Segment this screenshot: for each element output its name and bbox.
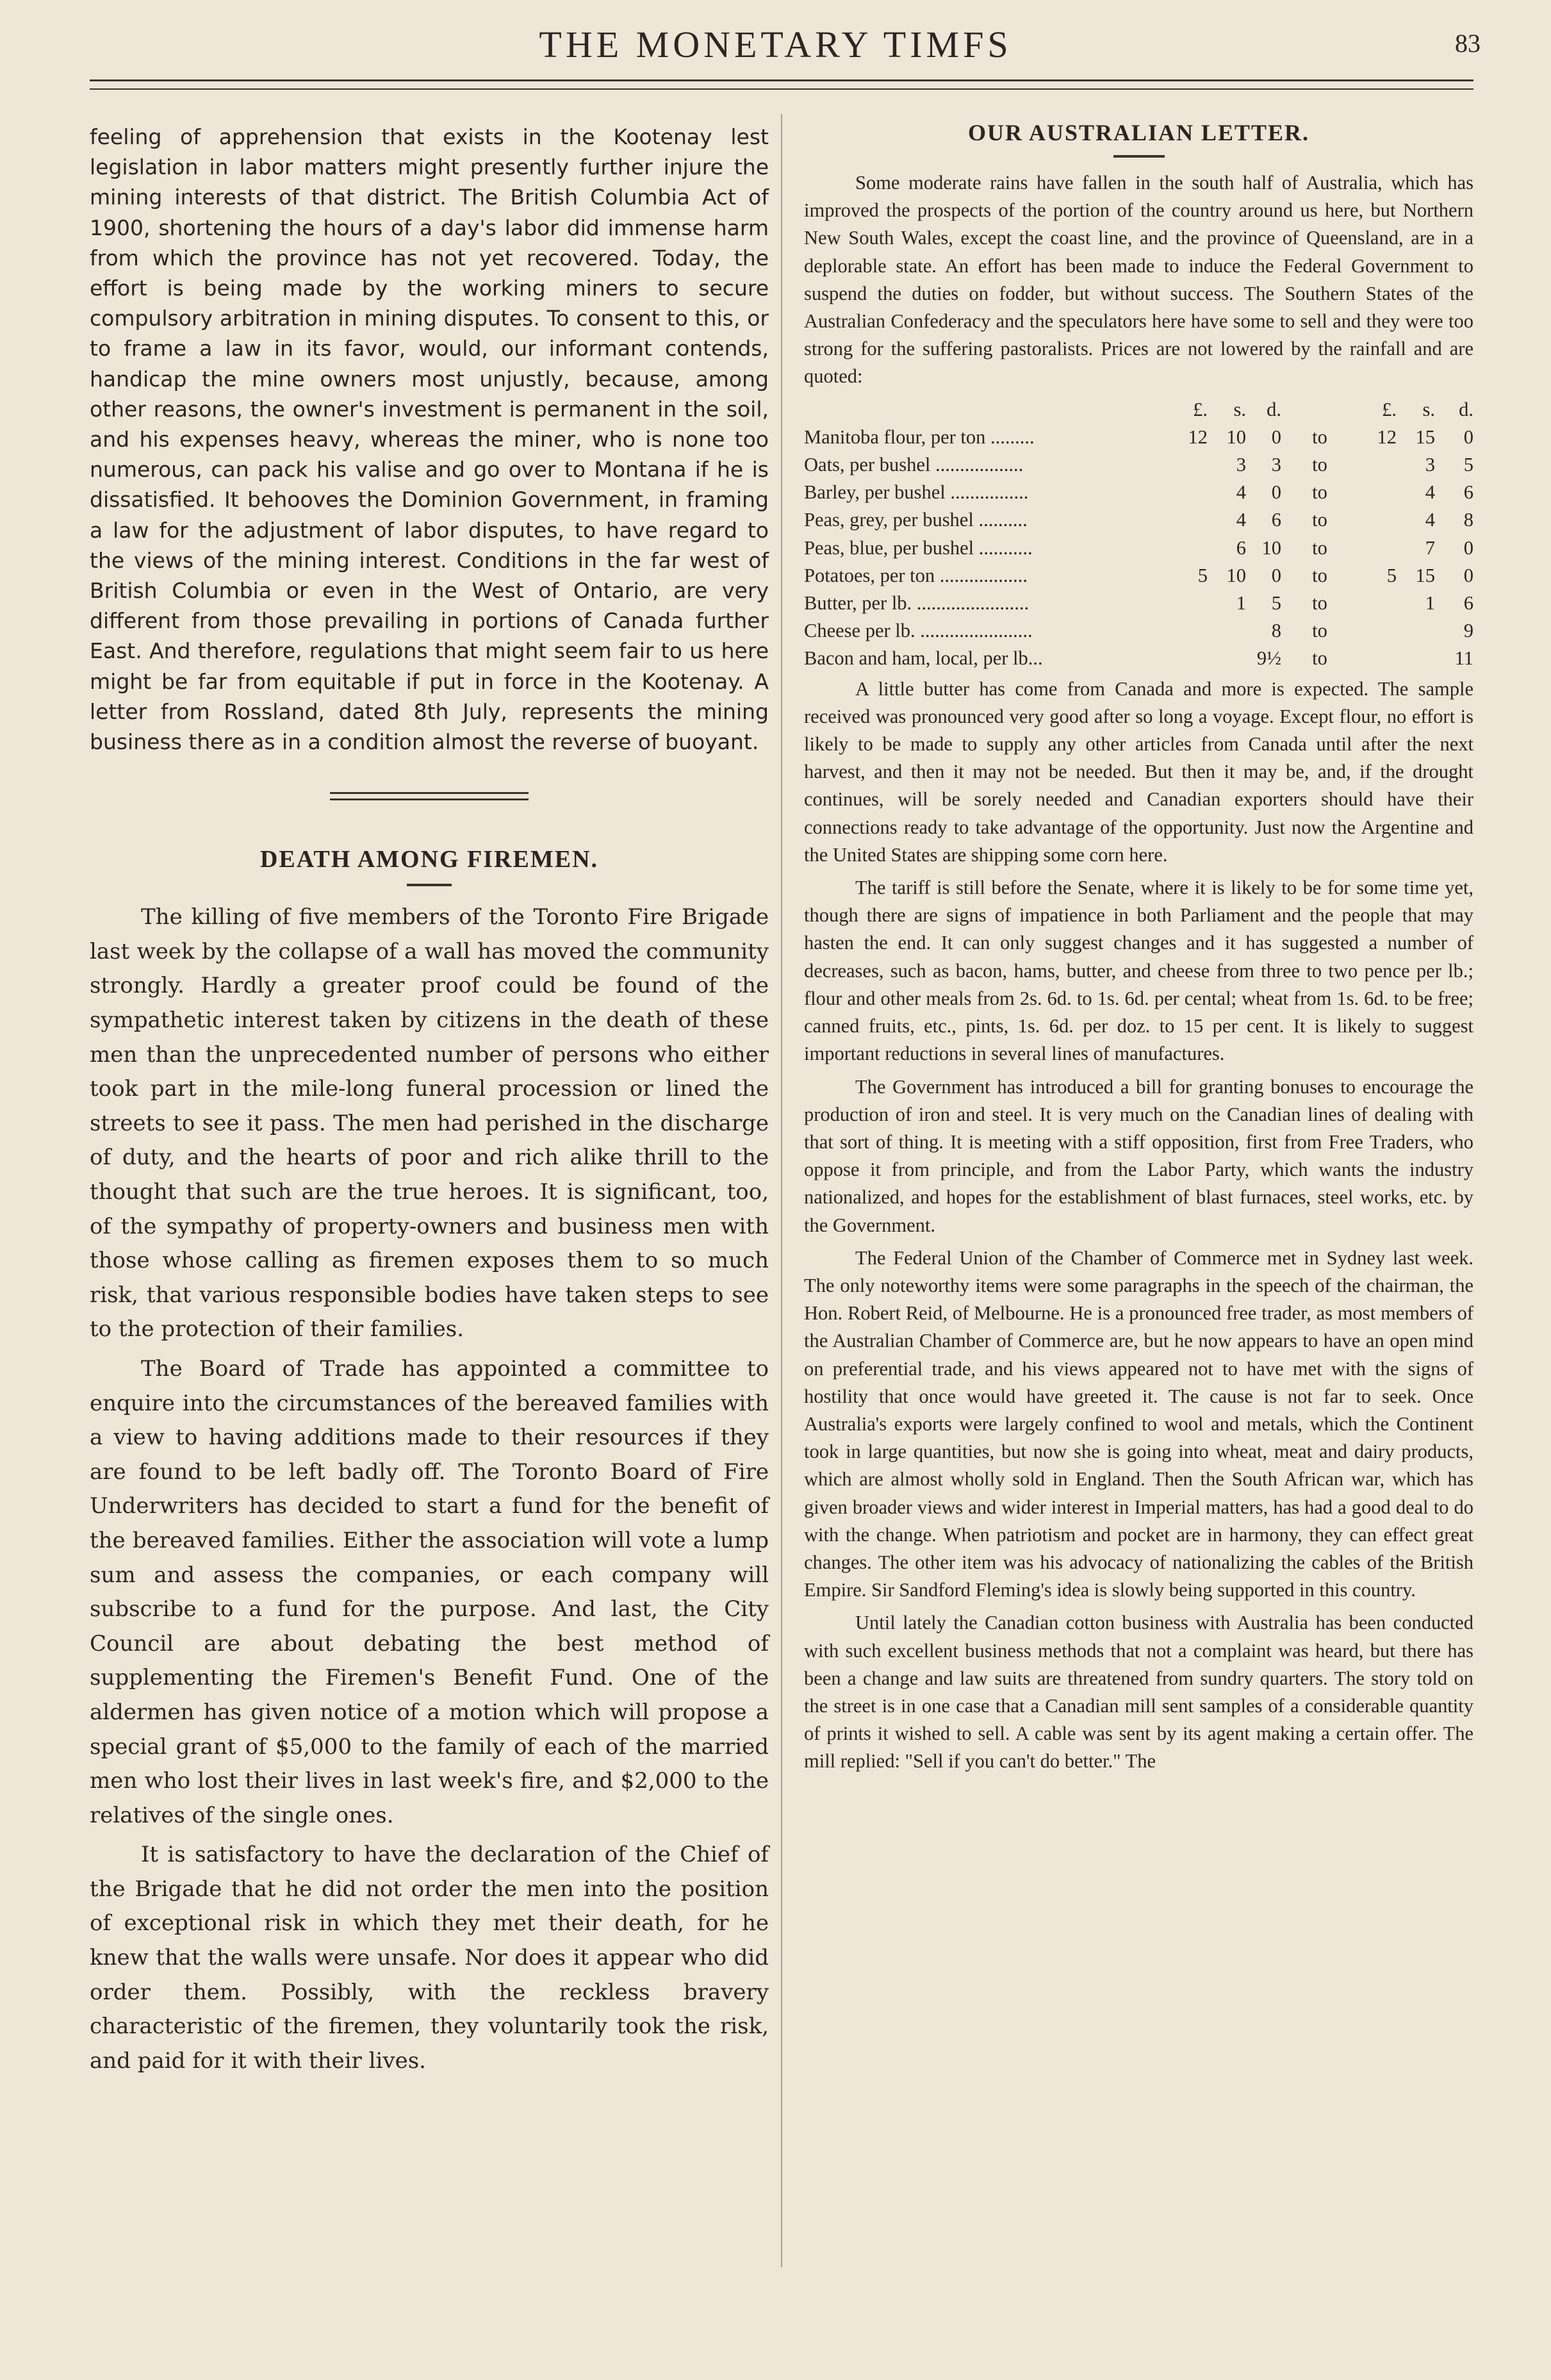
price-value: [1358, 645, 1397, 672]
price-to: to: [1312, 509, 1327, 531]
price-value: [1397, 645, 1435, 672]
price-value: 11: [1454, 647, 1473, 670]
price-value: 8: [1463, 509, 1473, 531]
price-value: 3: [1236, 454, 1246, 476]
price-value: 10: [1226, 564, 1246, 586]
price-item: Oats, per bushel ..................: [804, 454, 1024, 476]
price-value: 6: [1463, 481, 1473, 504]
price-to: to: [1312, 536, 1327, 559]
price-table-header: [804, 396, 1473, 424]
price-value: 4: [1425, 509, 1435, 531]
price-value: [1208, 617, 1246, 645]
header-shillings: s.: [1422, 398, 1435, 420]
price-value: 4: [1236, 509, 1246, 531]
price-value: [1208, 645, 1246, 672]
price-value: 3: [1271, 454, 1281, 476]
price-value: 0: [1463, 564, 1473, 586]
price-value: [1358, 451, 1397, 479]
price-value: 5: [1386, 564, 1397, 586]
price-value: 5: [1197, 564, 1208, 586]
header-rule-bottom: [90, 88, 1473, 90]
price-value: 12: [1377, 426, 1397, 448]
header-pounds: £.: [1193, 398, 1208, 420]
header-rule-top: [90, 79, 1473, 81]
price-item: Bacon and ham, local, per lb...: [804, 647, 1043, 670]
price-value: [1163, 590, 1208, 617]
price-value: 7: [1425, 536, 1435, 559]
price-row: [804, 479, 1473, 506]
left-paragraph-3: The Board of Trade has appointed a committee to enquire into the circumstances of the bereaved families with a view to having additions made to their resources if they are found to be left badly off. The Toronto Board of Fire Underwriters has decided to start a fund for the benefit of the bereaved families. Either the association will vote a lump sum and assess the companies, or each company will subscribe to a fund for the purpose. And last, the City Council are about debating the best method of supplementing the Firemen's Benefit Fund. One of the aldermen has given notice of a motion which will propose a special grant of $5,000 to the family of each of the married men who lost their lives in last week's fire, and $2,000 to the relatives of the single ones.: [90, 1355, 769, 1828]
price-value: 9: [1463, 620, 1473, 642]
price-value: 4: [1425, 481, 1435, 504]
right-paragraph-4: The Government has introduced a bill for granting bonuses to encourage the production of iron and steel. It is very much on the Canadian lines of dealing with that sort of thing. It is meeting with a stiff opposition, first from Free Traders, who oppose it from principle, and from the Labor Party, which wants the industry nationalized, and hopes for the establishment of blast furnaces, steel works, etc. by the Government.: [804, 1075, 1473, 1236]
price-value: 0: [1463, 536, 1473, 559]
price-row: [804, 617, 1473, 645]
header-pence: d.: [1267, 398, 1281, 420]
price-to: to: [1312, 564, 1327, 586]
price-value: 5: [1463, 454, 1473, 476]
price-value: 10: [1226, 426, 1246, 448]
price-to: to: [1312, 647, 1327, 670]
price-item: Peas, blue, per bushel ...........: [804, 536, 1033, 559]
header-pounds: £.: [1382, 398, 1397, 420]
price-value: 1: [1236, 592, 1246, 615]
price-item: Manitoba flour, per ton .........: [804, 426, 1035, 448]
price-to: to: [1312, 481, 1327, 504]
price-value: 1: [1425, 592, 1435, 615]
header-pence: d.: [1459, 398, 1473, 420]
price-value: [1163, 617, 1208, 645]
price-to: to: [1312, 592, 1327, 615]
price-value: 0: [1463, 426, 1473, 448]
price-value: 9½: [1256, 647, 1281, 670]
price-value: [1358, 590, 1397, 617]
price-item: Peas, grey, per bushel ..........: [804, 509, 1028, 531]
price-row: [804, 506, 1473, 534]
price-value: 15: [1415, 564, 1435, 586]
right-paragraph-1: Some moderate rains have fallen in the south half of Australia, which has improved the prospects of the portion of the country around us here, but Northern New South Wales, except the coast line, and the province of Queensland, are in a deplorable state. An effort has been made to induce the Federal Government to suspend the duties on fodder, but without success. The Southern States of the Australian Confederacy and the speculators here have some to sell and they were too strong for the suffering pastoralists. Prices are not lowered by the rainfall and are quoted:: [804, 172, 1473, 388]
heading-dash: [407, 884, 452, 886]
price-value: [1163, 451, 1208, 479]
price-value: [1358, 479, 1397, 506]
article-heading-firemen: DEATH AMONG FIREMEN.: [259, 846, 599, 873]
page-number: 83: [1455, 29, 1481, 58]
article-heading-australian-letter: OUR AUSTRALIAN LETTER.: [967, 120, 1310, 145]
price-value: [1163, 479, 1208, 506]
left-paragraph-4: It is satisfactory to have the declaration of the Chief of the Brigade that he did not order the men into the position of exceptional risk in which they met their death, for he knew that the walls were unsafe. Nor does it appear who did order them. Possibly, with the reckless bravery characteristic of the firemen, they voluntarily took the risk, and paid for it with their lives.: [90, 1842, 769, 2074]
price-value: 0: [1271, 426, 1281, 448]
price-value: [1163, 645, 1208, 672]
price-value: [1358, 617, 1397, 645]
price-row: [804, 534, 1473, 562]
right-column: [804, 114, 1473, 1781]
price-value: 6: [1236, 536, 1246, 559]
price-value: 6: [1271, 509, 1281, 531]
price-value: [1163, 506, 1208, 534]
price-value: [1397, 617, 1435, 645]
column-divider: [781, 114, 782, 2267]
price-item: Barley, per bushel ................: [804, 481, 1029, 504]
price-to: to: [1312, 620, 1327, 642]
price-row: [804, 424, 1473, 451]
right-paragraph-3: The tariff is still before the Senate, where it is likely to be for some time yet, though there are signs of impatience in both Parliament and the people that may hasten the end. It can only suggest changes and it has suggested a number of decreases, such as bacon, hams, butter, and cheese from three to two pence per lb.; flour and other meals from 2s. 6d. to 1s. 6d. per cental; wheat from 1s. 6d. to be free; canned fruits, etc., pints, 1s. 6d. per doz. to 15 per cent. It is likely to suggest important reductions in several lines of manufactures.: [804, 877, 1473, 1065]
price-value: 15: [1415, 426, 1435, 448]
price-value: 8: [1271, 620, 1281, 642]
price-value: 5: [1271, 592, 1281, 615]
left-column: [90, 122, 769, 2083]
price-value: 10: [1261, 536, 1281, 559]
section-divider: [330, 792, 529, 800]
price-value: 3: [1425, 454, 1435, 476]
price-row: [804, 590, 1473, 617]
right-paragraph-6: Until lately the Canadian cotton business with Australia has been conducted with such excellent business methods that not a complaint was heard, but there has been a change and law suits are threatened from sundry quarters. The story told on the street is in one case that a Canadian mill sent samples of a considerable quantity of prints it wished to sell. A cable was sent by its agent making a certain offer. The mill replied: "Sell if you can't do better." The: [804, 1612, 1473, 1773]
price-value: [1163, 534, 1208, 562]
left-paragraph-2: The killing of five members of the Toronto Fire Brigade last week by the collapse of a wall has moved the community strongly. Hardly a greater proof could be found of the sympathetic interest taken by citizens in the death of these men than the unprecedented number of persons who either took part in the mile-long funeral procession or lined the streets to see it pass. The men had perished in the discharge of duty, and the hearts of poor and rich alike thrill to the thought that such are the true heroes. It is significant, too, of the sympathy of property-owners and business men with those whose calling as firemen exposes them to so much risk, that various responsible bodies have taken steps to see to the protection of their families.: [90, 904, 769, 1343]
price-row: [804, 645, 1473, 672]
price-item: Cheese per lb. .......................: [804, 620, 1033, 642]
price-value: 4: [1236, 481, 1246, 504]
price-item: Potatoes, per ton ..................: [804, 564, 1028, 586]
price-row: [804, 562, 1473, 590]
price-value: 6: [1463, 592, 1473, 615]
right-paragraph-5: The Federal Union of the Chamber of Commerce met in Sydney last week. The only noteworthy items were some paragraphs in the speech of the chairman, the Hon. Robert Reid, of Melbourne. He is a pronounced free trader, as most members of the Australian Chamber of Commerce are, but he now appears to have an open mind on preferential trade, and his views appeared not to have met with the signs of hostility that once would have greeted it. The cause is not far to seek. Once Australia's exports were largely confined to wool and metals, which the Continent took in large quantities, but now she is going into wheat, meat and dairy products, which are almost wholly sold in England. Then the South African war, which has given broader views and wider interest in Imperial matters, has had a good deal to do with the change. When patriotism and pocket are in harmony, they can effect great changes. The other item was his advocacy of nationalizing the cables of the British Empire. Sir Sandford Fleming's idea is slowly being supported in this country.: [804, 1246, 1473, 1601]
price-to: to: [1312, 426, 1327, 448]
price-value: 0: [1271, 564, 1281, 586]
price-value: 0: [1271, 481, 1281, 504]
header-shillings: s.: [1233, 398, 1246, 420]
price-value: 12: [1188, 426, 1208, 448]
price-to: to: [1312, 454, 1327, 476]
price-value: [1358, 506, 1397, 534]
price-item: Butter, per lb. .......................: [804, 592, 1030, 615]
heading-dash: [1113, 155, 1165, 158]
price-table: [804, 396, 1473, 673]
masthead: THE MONETARY TIMFS: [539, 24, 1012, 65]
left-paragraph-1: feeling of apprehension that exists in the Kootenay lest legislation in labor matters might presently further injure the mining interests of that district. The British Columbia Act of 1900, shortening the hours of a day's labor did immense harm from which the province has not yet recovered. Today, the effort is being made by the working miners to secure compulsory arbitration in mining disputes. To consent to this, or to frame a law in its favor, would, our informant contends, handicap the mine owners most unjustly, because, among other reasons, the owner's investment is permanent in the soil, and his expenses heavy, whereas the miner, who is none too numerous, can pack his valise and go over to Montana if he is dissatisfied. It behooves the Dominion Government, in framing a law for the adjustment of labor disputes, to have regard to the views of the mining interest. Conditions in the far west of British Columbia or even in the West of Ontario, are very different from those prevailing in portions of Canada further East. And therefore, regulations that might seem fair to us here might be far from equitable if put in force in the Kootenay. A letter from Rossland, dated 8th July, represents the mining business there as in a condition almost the reverse of buoyant.: [90, 124, 769, 755]
price-value: [1358, 534, 1397, 562]
price-row: [804, 451, 1473, 479]
right-paragraph-2: A little butter has come from Canada and more is expected. The sample received was pronounced very good after so long a voyage. Except flour, no effort is likely to be made to supply any other articles from Canada until after the next harvest, and then it may not be needed. But then it may be, and, if the drought continues, will be sorely needed and Canadian exporters should have their connections ready to take advantage of the opportunity. Just now the Argentine and the United States are shipping some corn here.: [804, 677, 1473, 866]
